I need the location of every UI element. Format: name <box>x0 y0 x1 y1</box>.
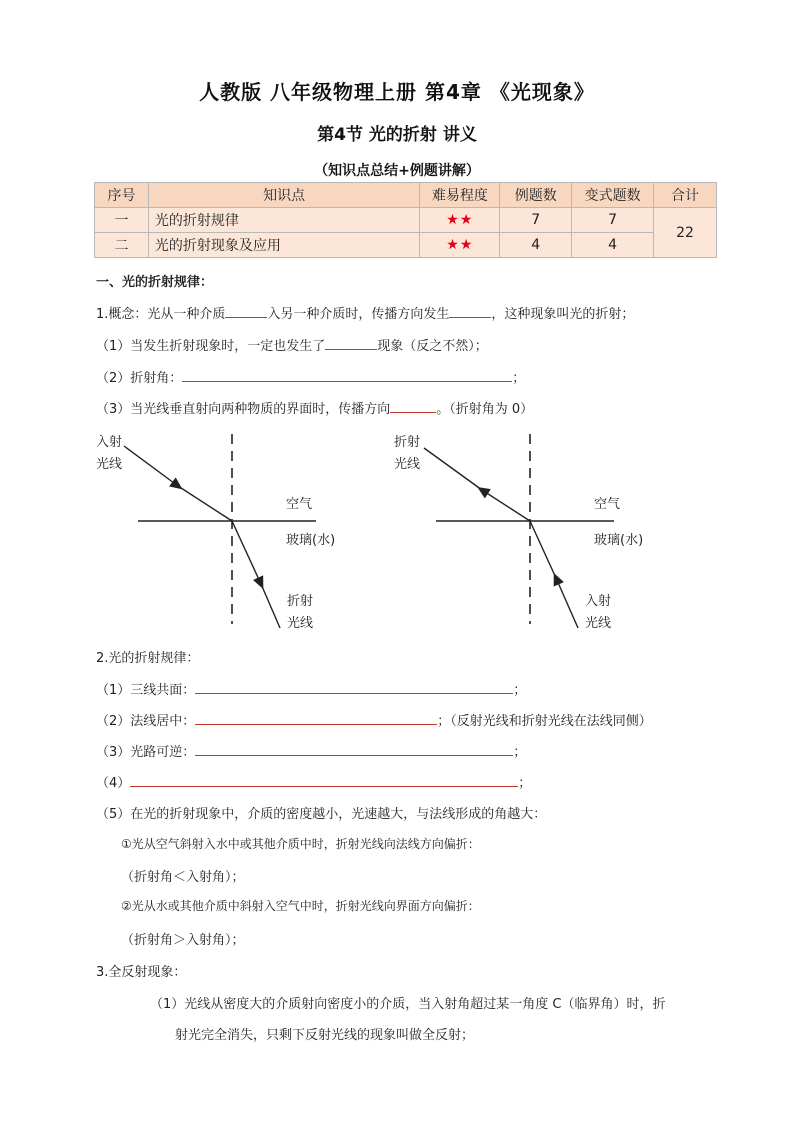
fill-blank[interactable] <box>130 772 518 787</box>
law-5-case-1-note: （折射角＜入射角）； <box>121 870 245 885</box>
header-cell: 序号 <box>95 183 149 208</box>
text: （3）当光线垂直射向两种物质的界面时，传播方向 <box>96 402 391 417</box>
incident-label: 入射 <box>96 435 123 450</box>
fill-blank[interactable] <box>325 335 377 350</box>
header-cell: 难易程度 <box>420 183 500 208</box>
header-cell: 变式题数 <box>572 183 654 208</box>
laws-heading: 2.光的折射规律： <box>96 651 200 666</box>
refraction-diagram-reversible <box>388 428 658 638</box>
table-row <box>95 233 717 258</box>
text: （1）三线共面： <box>96 683 196 698</box>
document-subsubtitle: （知识点总结+例题讲解） <box>314 163 480 179</box>
incident-label: 光线 <box>96 457 123 472</box>
law-2 <box>96 710 652 729</box>
law-5: （5）在光的折射现象中，介质的密度越小，光速越大，与法线形成的角越大： <box>96 807 547 822</box>
law-3 <box>96 741 526 760</box>
text: 1.概念：光从一种介质 <box>96 307 226 322</box>
row-number: 一 <box>95 208 149 233</box>
air-label: 空气 <box>286 497 313 512</box>
incident-ray <box>530 521 556 578</box>
fill-blank[interactable] <box>195 679 513 694</box>
table-row <box>95 208 717 233</box>
law-4 <box>96 772 531 791</box>
refracted-ray <box>424 448 482 490</box>
text: （4） <box>96 776 131 791</box>
example-count: 7 <box>500 208 572 233</box>
text: 入另一种介质时，传播方向发生 <box>267 307 450 322</box>
law-5-case-2: ②光从水或其他介质中斜射入空气中时，折射光线向界面方向偏折： <box>121 899 480 913</box>
concept-sub2 <box>96 367 525 386</box>
refracted-label: 光线 <box>394 457 421 472</box>
incident-ray <box>178 486 232 521</box>
row-topic: 光的折射现象及应用 <box>148 233 419 258</box>
header-cell: 例题数 <box>500 183 572 208</box>
text: （2）法线居中： <box>96 714 196 729</box>
text: ； <box>512 371 526 386</box>
concept-sub1 <box>96 335 488 354</box>
section-heading: 一、光的折射规律： <box>96 275 214 290</box>
text: （2）折射角： <box>96 371 183 386</box>
text: 现象（反之不然）； <box>377 339 488 354</box>
fill-blank[interactable] <box>225 303 267 318</box>
glass-label: 玻璃(水) <box>286 533 336 548</box>
text: ，这种现象叫光的折射； <box>491 307 635 322</box>
refracted-ray <box>482 490 530 521</box>
text: ； <box>513 683 527 698</box>
refracted-ray <box>232 521 261 584</box>
tir-text-line1: （1）光线从密度大的介质射向密度小的介质，当入射角超过某一角度 C（临界角）时，折 <box>150 997 666 1012</box>
text: 。（折射角为 0） <box>436 402 534 417</box>
law-5-case-2-note: （折射角＞入射角）； <box>121 933 245 948</box>
tir-heading: 3.全反射现象： <box>96 965 187 980</box>
incident-ray <box>556 578 578 628</box>
difficulty-stars: ★★ <box>420 233 500 258</box>
text: ；（反射光线和折射光线在法线同侧） <box>437 714 652 729</box>
refraction-diagram-air-to-glass <box>90 428 360 638</box>
document-title: 人教版 八年级物理上册 第4章 《光现象》 <box>199 80 595 104</box>
fill-blank[interactable] <box>182 367 512 382</box>
incident-ray <box>124 446 178 486</box>
fill-blank[interactable] <box>195 741 513 756</box>
example-count: 4 <box>500 233 572 258</box>
text: ； <box>513 745 527 760</box>
fill-blank[interactable] <box>390 398 436 413</box>
glass-label: 玻璃(水) <box>594 533 644 548</box>
tir-text-line2: 射光完全消失，只剩下反射光线的现象叫做全反射； <box>175 1028 475 1043</box>
concept-line <box>96 303 634 322</box>
refracted-label: 光线 <box>287 616 314 631</box>
air-label: 空气 <box>594 497 621 512</box>
row-topic: 光的折射规律 <box>148 208 419 233</box>
document-subtitle: 第4节 光的折射 讲义 <box>317 125 477 145</box>
difficulty-stars: ★★ <box>420 208 500 233</box>
incident-label: 入射 <box>585 594 612 609</box>
incident-label: 光线 <box>585 616 612 631</box>
header-cell: 知识点 <box>148 183 419 208</box>
header-cell: 合计 <box>654 183 717 208</box>
fill-blank[interactable] <box>195 710 437 725</box>
text: ； <box>518 776 532 791</box>
law-1 <box>96 679 526 698</box>
total-count: 22 <box>654 208 717 258</box>
refracted-label: 折射 <box>394 435 421 450</box>
knowledge-table <box>94 182 717 258</box>
refracted-label: 折射 <box>287 594 314 609</box>
variant-count: 4 <box>572 233 654 258</box>
text: （1）当发生折射现象时，一定也发生了 <box>96 339 326 354</box>
variant-count: 7 <box>572 208 654 233</box>
fill-blank[interactable] <box>449 303 491 318</box>
row-number: 二 <box>95 233 149 258</box>
refracted-ray <box>261 584 280 628</box>
law-5-case-1: ①光从空气斜射入水中或其他介质中时，折射光线向法线方向偏折： <box>121 837 480 851</box>
text: （3）光路可逆： <box>96 745 196 760</box>
table-header-row <box>95 183 717 208</box>
concept-sub3 <box>96 398 533 417</box>
